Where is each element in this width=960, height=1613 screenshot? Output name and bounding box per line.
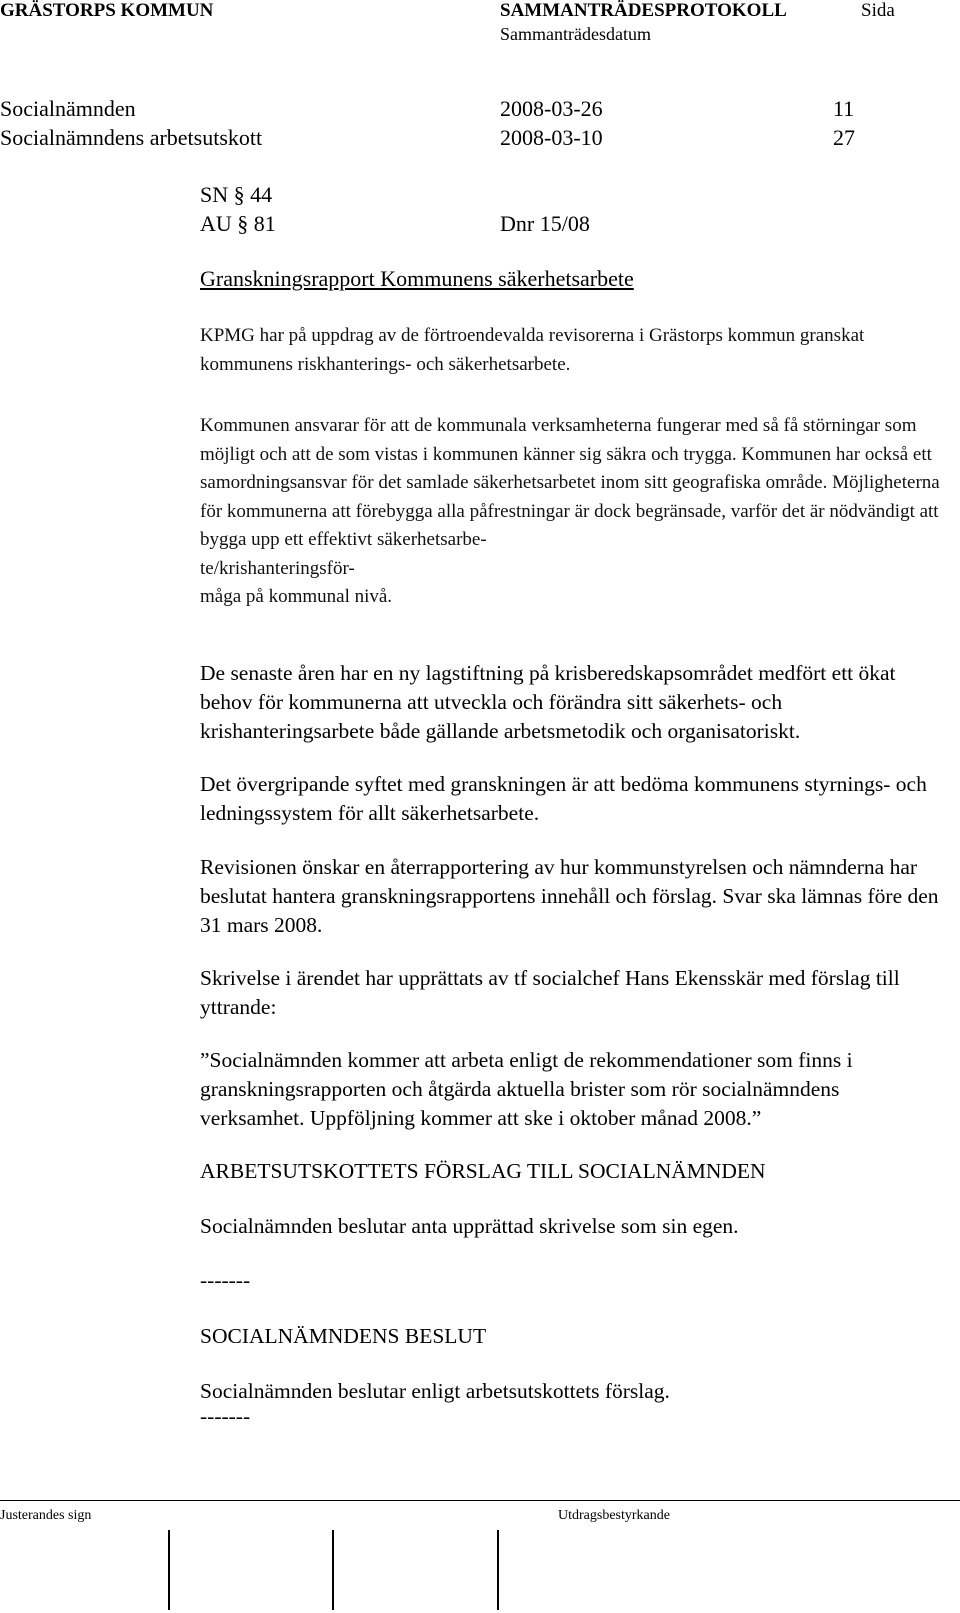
signature-box-divider — [332, 1530, 334, 1610]
meeting-date: 2008-03-10 — [500, 125, 603, 150]
meeting-date: 2008-03-26 — [500, 96, 603, 121]
footer-rule — [0, 1500, 960, 1501]
section-symbol: § — [237, 211, 249, 236]
meeting-date-label: Sammanträdesdatum — [500, 24, 651, 44]
sn-heading: SOCIALNÄMNDENS BESLUT — [200, 1324, 487, 1348]
paragraph-text: Möjligheterna för kommunerna att förebygga alla påfrestningar är dock begränsade, varför det är nödvändigt att bygga upp ett effektivt säkerhetsarbe- — [200, 472, 940, 550]
au-proposal: Socialnämnden beslutar anta upprättad skrivelse som sin egen. — [200, 1214, 739, 1238]
meeting-page: 11 — [833, 96, 855, 121]
certification-label: Utdragsbestyrkande — [558, 1508, 670, 1523]
signature-box-divider — [497, 1530, 499, 1610]
sn-decision: Socialnämnden beslutar enligt arbetsutskottets förslag. — [200, 1379, 670, 1403]
meeting-body: Socialnämndens arbetsutskott — [0, 125, 263, 150]
document-title: SAMMANTRÄDESPROTOKOLL — [500, 0, 787, 21]
page-label: Sida — [861, 0, 895, 21]
au-prefix: AU — [200, 211, 232, 236]
separator: ------- — [200, 1268, 251, 1292]
meeting-body: Socialnämnden — [0, 96, 136, 121]
au-number: 81 — [253, 211, 276, 236]
separator: ------- — [200, 1404, 251, 1428]
section-symbol: § — [233, 182, 245, 207]
signature-box-divider — [168, 1530, 170, 1610]
dnr: Dnr 15/08 — [500, 211, 590, 236]
paragraph-statement: Skrivelse i ärendet har upprättats av tf socialchef Hans Ekensskär med förslag till yttrande: — [200, 966, 900, 1019]
paragraph-purpose: Det övergripande syftet med granskningen är att bedöma kommunens styrnings- och ledningssystem för allt säkerhetsarbete. — [200, 772, 927, 825]
org-name: GRÄSTORPS KOMMUN — [0, 0, 214, 21]
paragraph-responsibility — [200, 412, 940, 612]
paragraph-kpmg: KPMG har på uppdrag av de förtroendevalda revisorerna i Grästorps kommun granskat kommunens riskhanterings- och säkerhetsarbete. — [200, 325, 865, 375]
signature-label: Justerandes sign — [0, 1508, 92, 1523]
case-subject: Granskningsrapport Kommunens säkerhetsarbete — [200, 266, 634, 291]
sn-number: 44 — [250, 182, 273, 207]
paragraph-text: måga på kommunal nivå. — [200, 586, 393, 607]
paragraph-revision: Revisionen önskar en återrapportering av hur kommunstyrelsen och nämnderna har beslutat hantera granskningsrapportens innehåll och förslag. Svar ska lämnas före den 31 mars 2008. — [200, 855, 939, 937]
paragraph-text: Kommunen har också ett samordningsansvar för det samlade säkerhetsarbetet inom sitt geografiska område. — [200, 443, 932, 493]
paragraph-text: te/krishanteringsför- — [200, 557, 355, 579]
meeting-page: 27 — [833, 125, 855, 150]
au-paragraph-ref — [200, 211, 276, 237]
paragraph-legislation: De senaste åren har en ny lagstiftning på krisberedskapsområdet medfört ett ökat behov för kommunerna att utveckla och förändra sitt säkerhets- och krishanteringsarbete både gällande arbetsmetodik och organisatoriskt. — [200, 661, 896, 743]
paragraph-text: Kommunen ansvarar för att de kommunala verksamheterna fungerar med så få störningar som möjligt och att de som vistas i kommunen känner sig säkra och trygga. — [200, 415, 917, 465]
sn-paragraph-ref — [200, 182, 272, 208]
paragraph-quote: ”Socialnämnden kommer att arbeta enligt de rekommendationer som finns i granskningsrapporten och åtgärda aktuella brister som rör socialnämndens verksamhet. Uppföljning kommer att ske i oktober månad 2008.” — [200, 1048, 853, 1130]
au-heading: ARBETSUTSKOTTETS FÖRSLAG TILL SOCIALNÄMNDEN — [200, 1159, 766, 1183]
sn-prefix: SN — [200, 182, 229, 207]
